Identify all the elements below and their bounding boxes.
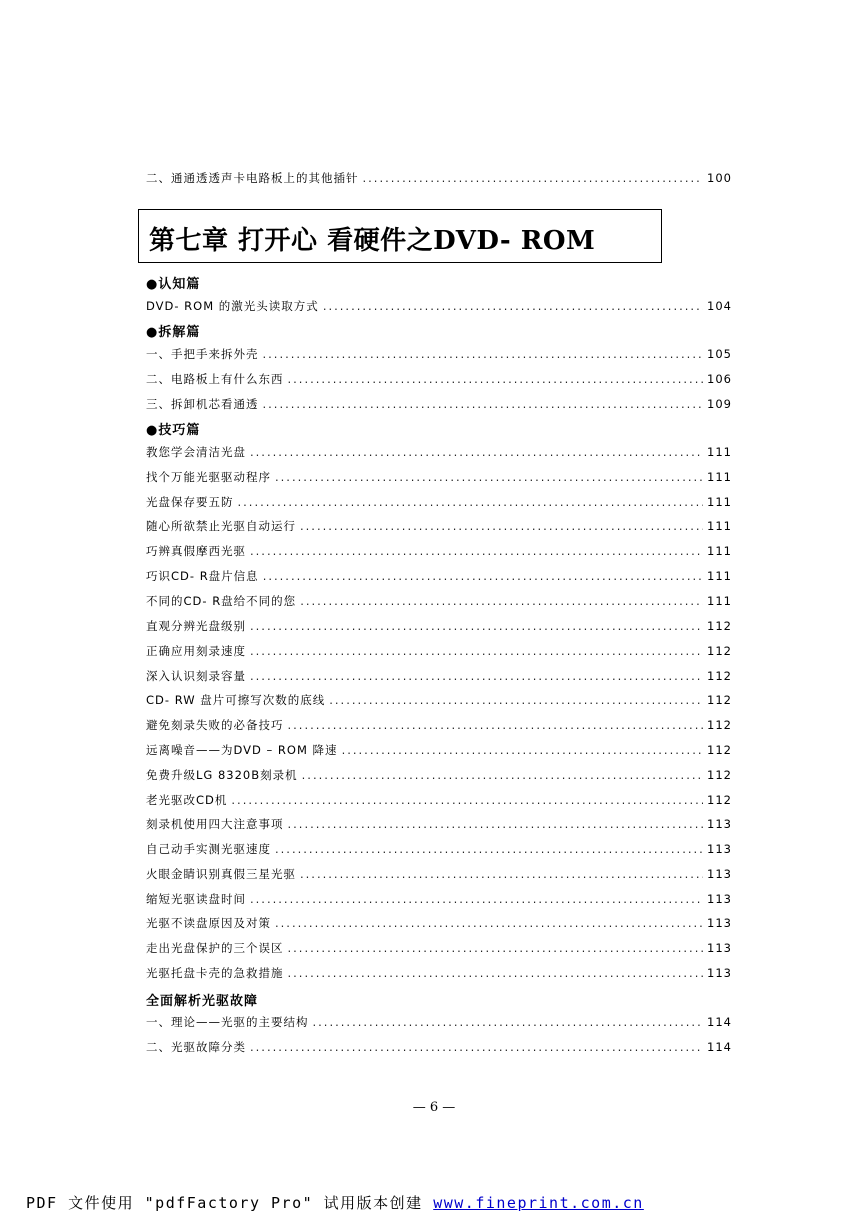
- toc-entry-page: 113: [707, 916, 732, 930]
- toc-entry[interactable]: [146, 444, 732, 460]
- toc-entry-title: 随心所欲禁止光驱自动运行: [146, 519, 296, 533]
- toc-entry-title: 教您学会清洁光盘: [146, 445, 246, 459]
- toc-entry[interactable]: [146, 742, 732, 758]
- toc-entry[interactable]: [146, 717, 732, 733]
- toc-entry-title: 二、通通透透声卡电路板上的其他插针: [146, 171, 359, 185]
- toc-entry-page: 113: [707, 817, 732, 831]
- leader-dots: [323, 299, 703, 313]
- leader-dots: [300, 867, 703, 881]
- leader-dots: [263, 347, 704, 361]
- leader-dots: [238, 495, 704, 509]
- toc-entry-title: 直观分辨光盘级别: [146, 619, 246, 633]
- toc-entry[interactable]: [146, 371, 732, 387]
- toc-entry-title: 光驱不读盘原因及对策: [146, 916, 271, 930]
- leader-dots: [288, 718, 704, 732]
- toc-entry-title: 自己动手实测光驱速度: [146, 842, 271, 856]
- toc-entry-page: 113: [707, 867, 732, 881]
- toc-entry-title: 光盘保存要五防: [146, 495, 234, 509]
- toc-entry[interactable]: [146, 692, 732, 708]
- leader-dots: [250, 669, 703, 683]
- toc-entry[interactable]: [146, 643, 732, 659]
- leader-dots: [275, 842, 703, 856]
- toc-entry-page: 112: [707, 743, 732, 757]
- toc-entry-page: 112: [707, 669, 732, 683]
- leader-dots: [275, 470, 703, 484]
- toc-entry[interactable]: [146, 767, 732, 783]
- toc-entry[interactable]: [146, 841, 732, 857]
- leader-dots: [342, 743, 703, 757]
- toc-entry-page: 114: [707, 1040, 732, 1054]
- toc-entry[interactable]: [146, 816, 732, 832]
- toc-entry-title: 正确应用刻录速度: [146, 644, 246, 658]
- toc-entry[interactable]: [146, 568, 732, 584]
- leader-dots: [250, 445, 703, 459]
- toc-entry-page: 104: [707, 299, 732, 313]
- toc-entry-page: 112: [707, 644, 732, 658]
- toc-entry[interactable]: [146, 915, 732, 931]
- toc-entry-page: 113: [707, 842, 732, 856]
- toc-entry-page: 111: [707, 519, 732, 533]
- chapter-title: 第七章 打开心 看硬件之DVD- ROM: [149, 226, 596, 256]
- leader-dots: [313, 1015, 704, 1029]
- toc-entry[interactable]: [146, 543, 732, 559]
- toc-entry[interactable]: [146, 792, 732, 808]
- toc-entry[interactable]: [146, 593, 732, 609]
- toc-entry-page: 111: [707, 495, 732, 509]
- leader-dots: [329, 693, 703, 707]
- toc-entry-title: 一、理论——光驱的主要结构: [146, 1015, 309, 1029]
- toc-entry-page: 111: [707, 445, 732, 459]
- toc-entry-title: 不同的CD- R盘给不同的您: [146, 594, 297, 608]
- toc-entry-title: 缩短光驱读盘时间: [146, 892, 246, 906]
- toc-entry[interactable]: [146, 866, 732, 882]
- leader-dots: [288, 817, 704, 831]
- toc-entry-page: 113: [707, 966, 732, 980]
- leader-dots: [231, 793, 703, 807]
- toc-entry[interactable]: [146, 170, 732, 186]
- toc-entry-title: CD- RW 盘片可擦写次数的底线: [146, 693, 326, 707]
- chapter-heading-box: [138, 209, 662, 263]
- toc-entry-title: 火眼金睛识别真假三星光驱: [146, 867, 296, 881]
- toc-entry-page: 109: [707, 397, 732, 411]
- toc-entry[interactable]: [146, 940, 732, 956]
- toc-entry-title: 刻录机使用四大注意事项: [146, 817, 284, 831]
- toc-entry-title: 避免刻录失败的必备技巧: [146, 718, 284, 732]
- leader-dots: [288, 966, 704, 980]
- toc-entry-title: 深入认识刻录容量: [146, 669, 246, 683]
- toc-entry-page: 113: [707, 892, 732, 906]
- leader-dots: [302, 768, 703, 782]
- leader-dots: [300, 519, 703, 533]
- leader-dots: [250, 544, 703, 558]
- toc-entry[interactable]: [146, 469, 732, 485]
- toc-entry[interactable]: [146, 346, 732, 362]
- toc-entry-page: 111: [707, 594, 732, 608]
- section-heading: ●拆解篇: [146, 325, 201, 340]
- section-heading: ●认知篇: [146, 277, 201, 292]
- toc-entry[interactable]: [146, 1014, 732, 1030]
- toc-entry-title: DVD- ROM 的激光头读取方式: [146, 299, 319, 313]
- toc-entry-title: 三、拆卸机芯看通透: [146, 397, 259, 411]
- toc-entry[interactable]: [146, 668, 732, 684]
- toc-entry-page: 111: [707, 470, 732, 484]
- page-number: — 6 —: [412, 1100, 456, 1115]
- leader-dots: [275, 916, 703, 930]
- toc-entry-title: 二、电路板上有什么东西: [146, 372, 284, 386]
- toc-entry-page: 106: [707, 372, 732, 386]
- toc-entry-title: 光驱托盘卡壳的急救措施: [146, 966, 284, 980]
- leader-dots: [300, 594, 703, 608]
- toc-entry[interactable]: [146, 891, 732, 907]
- toc-entry-title: 走出光盘保护的三个误区: [146, 941, 284, 955]
- toc-entry[interactable]: [146, 396, 732, 412]
- toc-entry[interactable]: [146, 518, 732, 534]
- leader-dots: [263, 397, 704, 411]
- toc-entry-title: 一、手把手来拆外壳: [146, 347, 259, 361]
- toc-entry[interactable]: [146, 618, 732, 634]
- toc-entry-title: 巧识CD- R盘片信息: [146, 569, 259, 583]
- toc-entry[interactable]: [146, 965, 732, 981]
- toc-entry-page: 100: [707, 171, 732, 185]
- leader-dots: [250, 892, 703, 906]
- toc-entry[interactable]: [146, 494, 732, 510]
- leader-dots: [363, 171, 704, 185]
- toc-entry-title: 免费升级LG 8320B刻录机: [146, 768, 298, 782]
- toc-entry-title: 巧辨真假摩西光驱: [146, 544, 246, 558]
- leader-dots: [288, 941, 704, 955]
- toc-entry-page: 111: [707, 544, 732, 558]
- toc-entry-title: 远离噪音——为DVD – ROM 降速: [146, 743, 338, 757]
- toc-entry-title: 老光驱改CD机: [146, 793, 228, 807]
- toc-entry[interactable]: [146, 298, 732, 314]
- toc-entry-title: 二、光驱故障分类: [146, 1040, 246, 1054]
- leader-dots: [288, 372, 704, 386]
- toc-entry-page: 105: [707, 347, 732, 361]
- leader-dots: [250, 619, 703, 633]
- toc-entry-page: 112: [707, 768, 732, 782]
- toc-entry-page: 112: [707, 693, 732, 707]
- pdf-footer: [26, 1192, 644, 1213]
- toc-entry-title: 找个万能光驱驱动程序: [146, 470, 271, 484]
- toc-entry-page: 111: [707, 569, 732, 583]
- section-heading: ●技巧篇: [146, 423, 201, 438]
- leader-dots: [263, 569, 703, 583]
- leader-dots: [250, 644, 703, 658]
- footer-link[interactable]: www.fineprint.com.cn: [433, 1194, 644, 1212]
- section-heading: 全面解析光驱故障: [146, 994, 259, 1009]
- toc-entry[interactable]: [146, 1039, 732, 1055]
- toc-entry-page: 112: [707, 718, 732, 732]
- leader-dots: [250, 1040, 703, 1054]
- toc-entry-page: 112: [707, 793, 732, 807]
- toc-entry-page: 114: [707, 1015, 732, 1029]
- footer-text: PDF 文件使用 "pdfFactory Pro" 试用版本创建: [26, 1194, 434, 1212]
- toc-entry-page: 113: [707, 941, 732, 955]
- toc-entry-page: 112: [707, 619, 732, 633]
